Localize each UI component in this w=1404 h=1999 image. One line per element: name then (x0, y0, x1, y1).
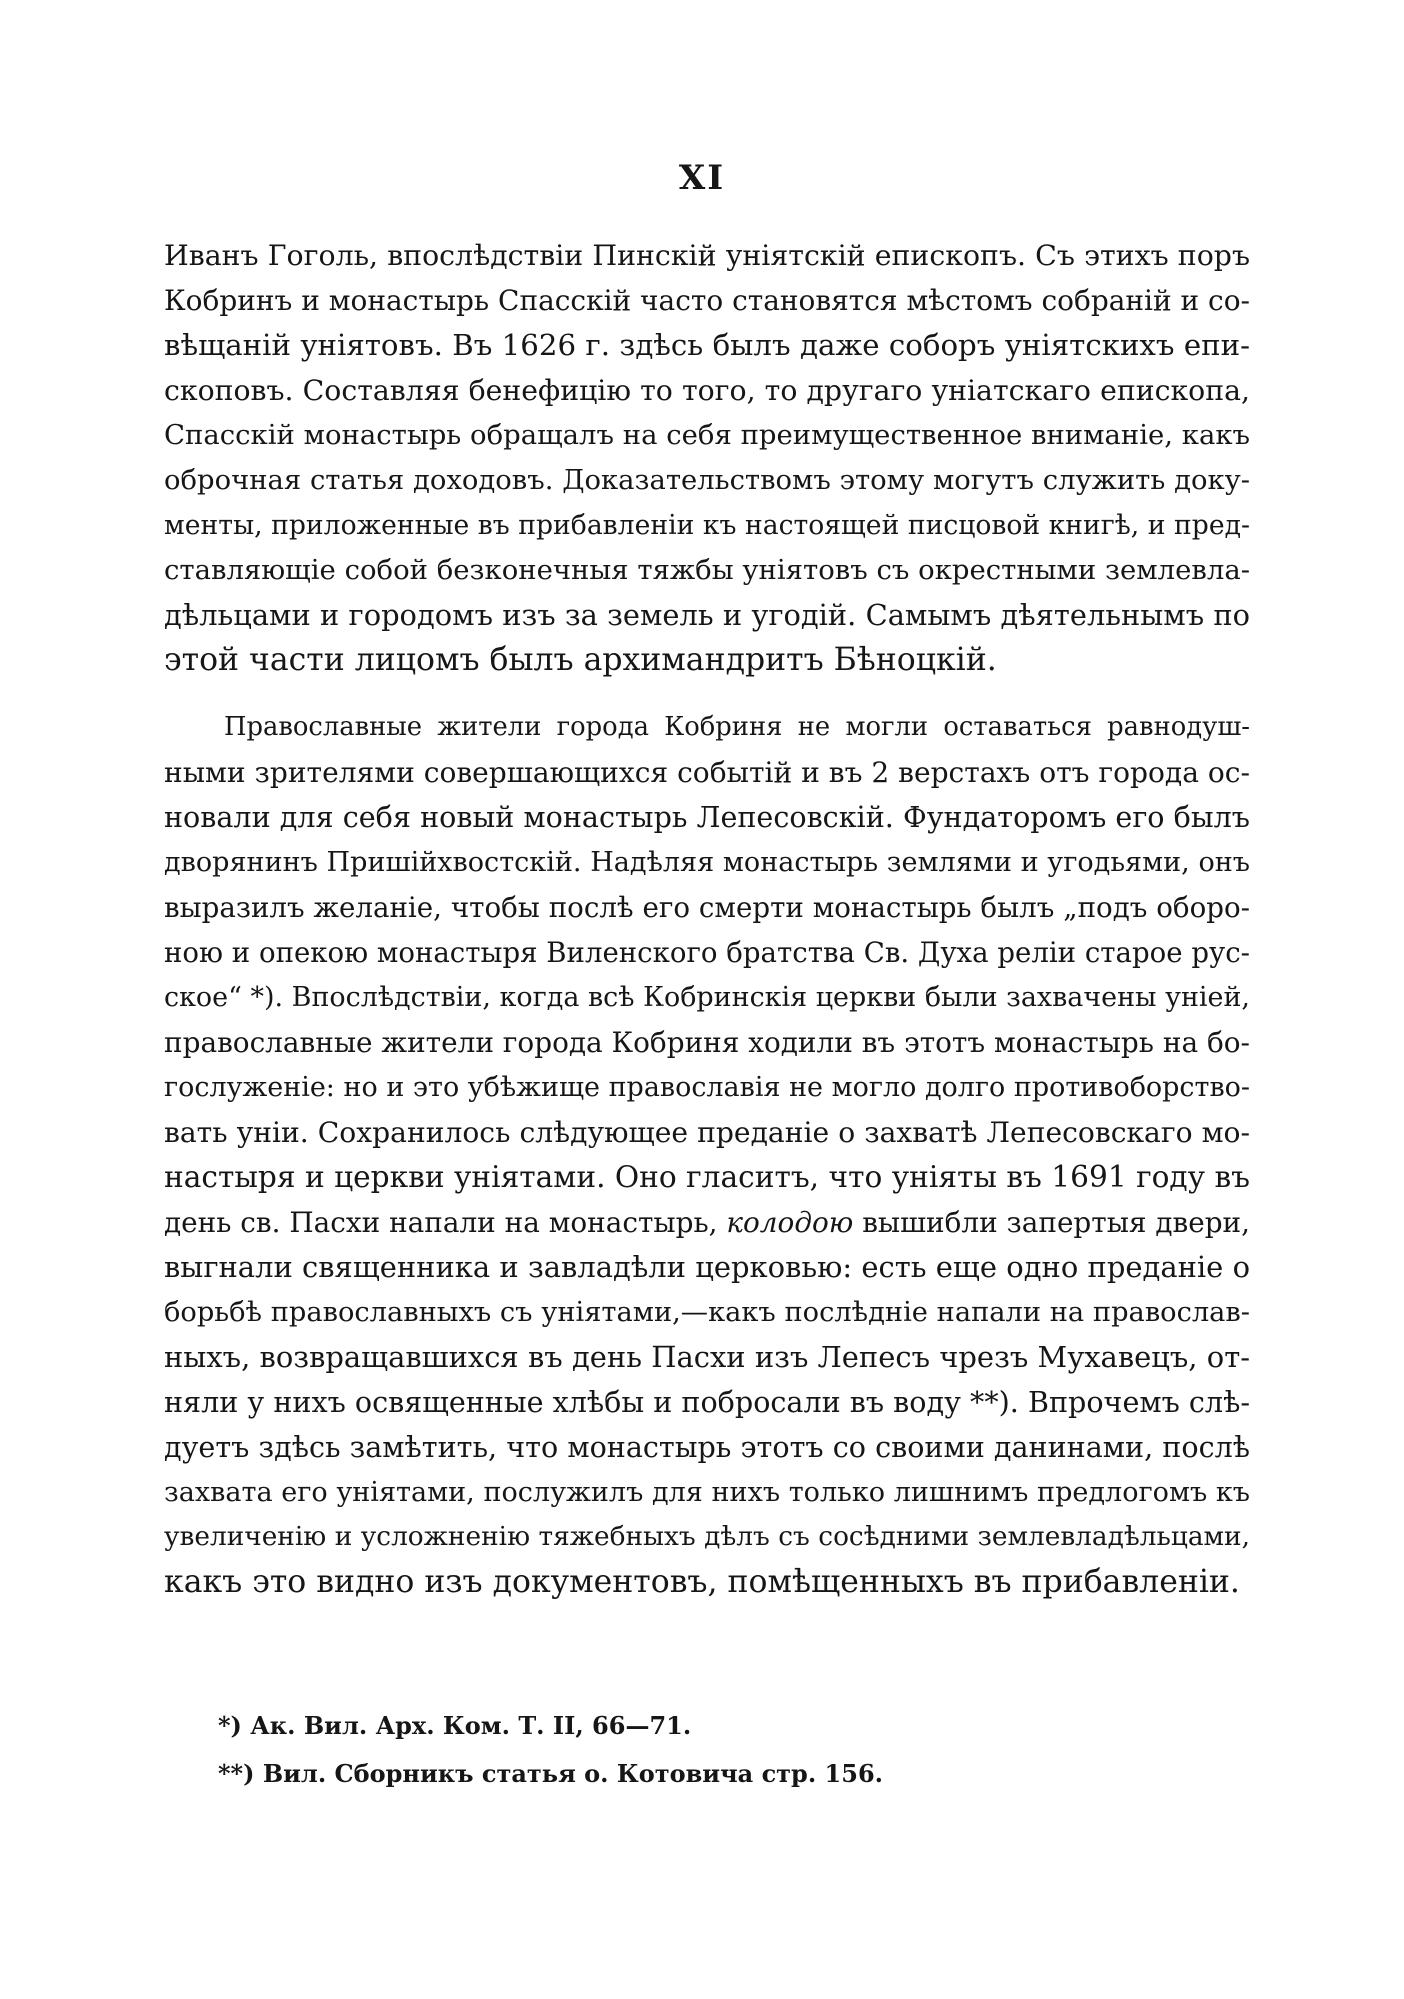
text-line: захвата его уніятами, послужилъ для нихъ только лишнимъ предлогомъ къ (164, 1477, 1250, 1508)
text-line: дуетъ здѣсь замѣтить, что монастырь этотъ со своими данинами, послѣ (164, 1430, 1250, 1464)
text-line: ными зрителями совершающихся событій и въ 2 верстахъ отъ города ос- (164, 756, 1250, 789)
text-line: Спасскій монастырь обращалъ на себя преимущественное вниманіе, какъ (164, 419, 1250, 451)
text-line: няли у нихъ освященные хлѣбы и побросали въ воду **). Впрочемъ слѣ- (164, 1385, 1250, 1419)
footnotes (218, 1702, 1118, 1798)
text-line: Кобринъ и монастырь Спасскій часто становятся мѣстомъ собраній и со- (164, 284, 1251, 317)
text-line: борьбѣ православныхъ съ уніятами,—какъ послѣдніе напали на православ- (164, 1297, 1250, 1328)
text-line: ское“ *). Впослѣдствіи, когда всѣ Кобринскія церкви были захвачены уніей, (164, 982, 1250, 1013)
text-line: настыря и церкви уніятами. Оно гласитъ, что уніяты въ 1691 году въ (164, 1160, 1250, 1194)
text-line: дворянинъ Пришійхвостскій. Надѣляя монастырь землями и угодьями, онъ (164, 847, 1250, 878)
text-line: оброчная статья доходовъ. Доказательствомъ этому могутъ служить доку- (164, 465, 1250, 496)
text-line: вѣщаній уніятовъ. Въ 1626 г. здѣсь былъ даже соборъ уніятскихъ епи- (164, 328, 1250, 362)
text-line: ною и опекою монастыря Виленского братства Св. Духа реліи старое рус- (164, 936, 1250, 969)
text-line: ныхъ, возвращавшихся въ день Пасхи изъ Лепесъ чрезъ Мухавецъ, от- (164, 1340, 1250, 1374)
text-line: менты, приложенные въ прибавленіи къ настоящей писцовой книгѣ, и пред- (164, 510, 1250, 541)
text-line: новали для себя новый монастырь Лепесовскій. Фундаторомъ его былъ (164, 800, 1250, 834)
text-segment: вышибли запертыя двери, (853, 1206, 1250, 1239)
text-line: ставляющіе собой безконечныя тяжбы уніятовъ съ окрестными землевла- (164, 554, 1250, 586)
text-line: скоповъ. Составляя бенефицію то того, то другаго уніатскаго епископа, (164, 374, 1250, 407)
text-line: выгнали священника и завладѣли церковью: есть еще одно преданіе о (164, 1250, 1250, 1284)
text-line: какъ это видно изъ документовъ, помѣщенныхъ въ прибавленіи. (164, 1564, 1240, 1600)
text-line: Иванъ Гоголь, впослѣдствіи Пинскій уніятскій епископъ. Съ этихъ поръ (164, 239, 1250, 272)
text-line: Православные жители города Кобриня не могли оставаться равнодуш- (224, 712, 1250, 742)
text-line: вать уніи. Сохранилось слѣдующее преданіе о захватѣ Лепесовскаго мо- (164, 1116, 1250, 1149)
paragraph-1 (164, 233, 1250, 683)
paragraph-2 (164, 705, 1250, 1605)
text-line: этой части лицомъ былъ архимандритъ Бѣноцкій. (164, 642, 997, 678)
text-line: выразилъ желаніе, чтобы послѣ его смерти монастырь былъ „подъ оборо- (164, 891, 1250, 924)
text-line: увеличенію и усложненію тяжебныхъ дѣлъ съ сосѣдними землевладѣльцами, (164, 1522, 1250, 1552)
footnote-2: **) Вил. Сборникъ статья о. Котовича стр. 156. (218, 1759, 883, 1788)
text-line: дѣльцами и городомъ изъ за земель и угодій. Самымъ дѣятельнымъ по (164, 598, 1250, 632)
text-line: гослуженіе: но и это убѣжище православія не могло долго противоборство- (164, 1072, 1250, 1103)
page-number: XI (678, 158, 726, 198)
text-line-with-italic (164, 1200, 1250, 1245)
text-line: православные жители города Кобриня ходили въ этотъ монастырь на бо- (164, 1026, 1250, 1059)
text-segment: день св. Пасхи напали на монастырь, (164, 1206, 727, 1239)
footnote-1: *) Ак. Вил. Арх. Ком. Т. II, 66—71. (218, 1711, 692, 1740)
italic-word: колодою (726, 1206, 854, 1239)
